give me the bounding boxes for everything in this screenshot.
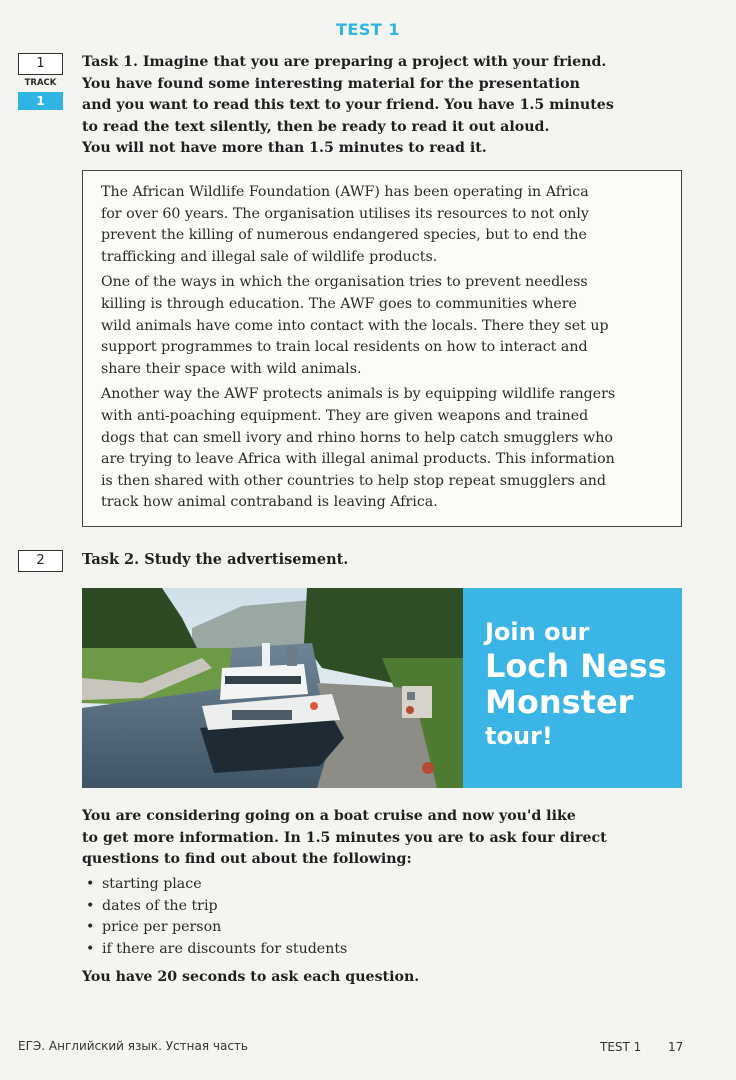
text-line: support programmes to train local residents on how to interact and [101,339,588,356]
text-line: is then shared with other countries to help stop repeat smugglers and [101,472,607,489]
reading-paragraph-2 [101,272,667,380]
reading-paragraph-1 [101,182,667,268]
task2-instruction-line: to get more information. In 1.5 minutes you are to ask four direct [82,829,607,846]
task-number-1: 1 [18,53,63,75]
footer-test-label: TEST 1 [600,1040,642,1054]
text-line: One of the ways in which the organisation tries to prevent needless [101,274,588,291]
ad-line: Join our [485,618,590,646]
list-item: • starting place [86,874,347,896]
track-label: TRACK [24,78,57,88]
task1-instruction-line: Task 1. Imagine that you are preparing a project with your friend. [82,54,607,70]
task2-instruction-line: You are considering going on a boat cruise and now you'd like [82,808,576,824]
question-topics-list [86,874,347,960]
text-line: prevent the killing of numerous endangered species, but to end the [101,227,587,244]
text-line: with anti-poaching equipment. They are given weapons and trained [101,407,589,424]
text-line: are trying to leave Africa with illegal animal products. This information [101,451,615,468]
page-number: 17 [668,1040,684,1054]
ad-text-panel [463,588,682,788]
task2-closing: You have 20 seconds to ask each question. [82,969,420,985]
ad-line: tour! [485,722,553,750]
text-line: track how animal contraband is leaving Africa. [101,494,438,511]
task2-instruction [82,806,662,871]
text-line: dogs that can smell ivory and rhino horns to help catch smugglers who [101,429,613,446]
task-number-2: 2 [18,550,63,572]
ad-line: Monster [485,683,634,721]
footer-book-title: ЕГЭ. Английский язык. Устная часть [18,1039,248,1053]
task1-instruction-line: You will not have more than 1.5 minutes to read it. [82,140,487,156]
task1-instruction-line: and you want to read this text to your friend. You have 1.5 minutes [82,97,614,113]
text-line: wild animals have come into contact with the locals. There they set up [101,317,609,334]
text-line: share their space with wild animals. [101,360,362,377]
text-line: trafficking and illegal sale of wildlife products. [101,248,438,265]
reading-paragraph-3 [101,384,667,514]
list-item: • dates of the trip [86,896,347,918]
reading-text-box [82,170,682,527]
track-number-badge: 1 [18,92,63,110]
boat-canal-illustration [82,588,463,788]
boat-canal-photo [82,588,463,788]
text-line: for over 60 years. The organisation utilises its resources to not only [101,205,589,222]
list-item: • price per person [86,917,347,939]
task1-instruction-line: You have found some interesting material for the presentation [82,75,580,92]
ad-line: Loch Ness [485,647,667,685]
task1-instruction-line: to read the text silently, then be ready to read it out aloud. [82,118,550,135]
text-line: killing is through education. The AWF goes to communities where [101,295,577,312]
task1-instruction [82,52,662,160]
text-line: Another way the AWF protects animals is by equipping wildlife rangers [101,386,616,403]
task2-heading: Task 2. Study the advertisement. [82,551,349,568]
page-title: TEST 1 [336,20,400,39]
task2-instruction-line: questions to find out about the following: [82,851,412,867]
advertisement [82,588,682,788]
text-line: The African Wildlife Foundation (AWF) has been operating in Africa [101,184,589,200]
list-item: • if there are discounts for students [86,939,347,961]
